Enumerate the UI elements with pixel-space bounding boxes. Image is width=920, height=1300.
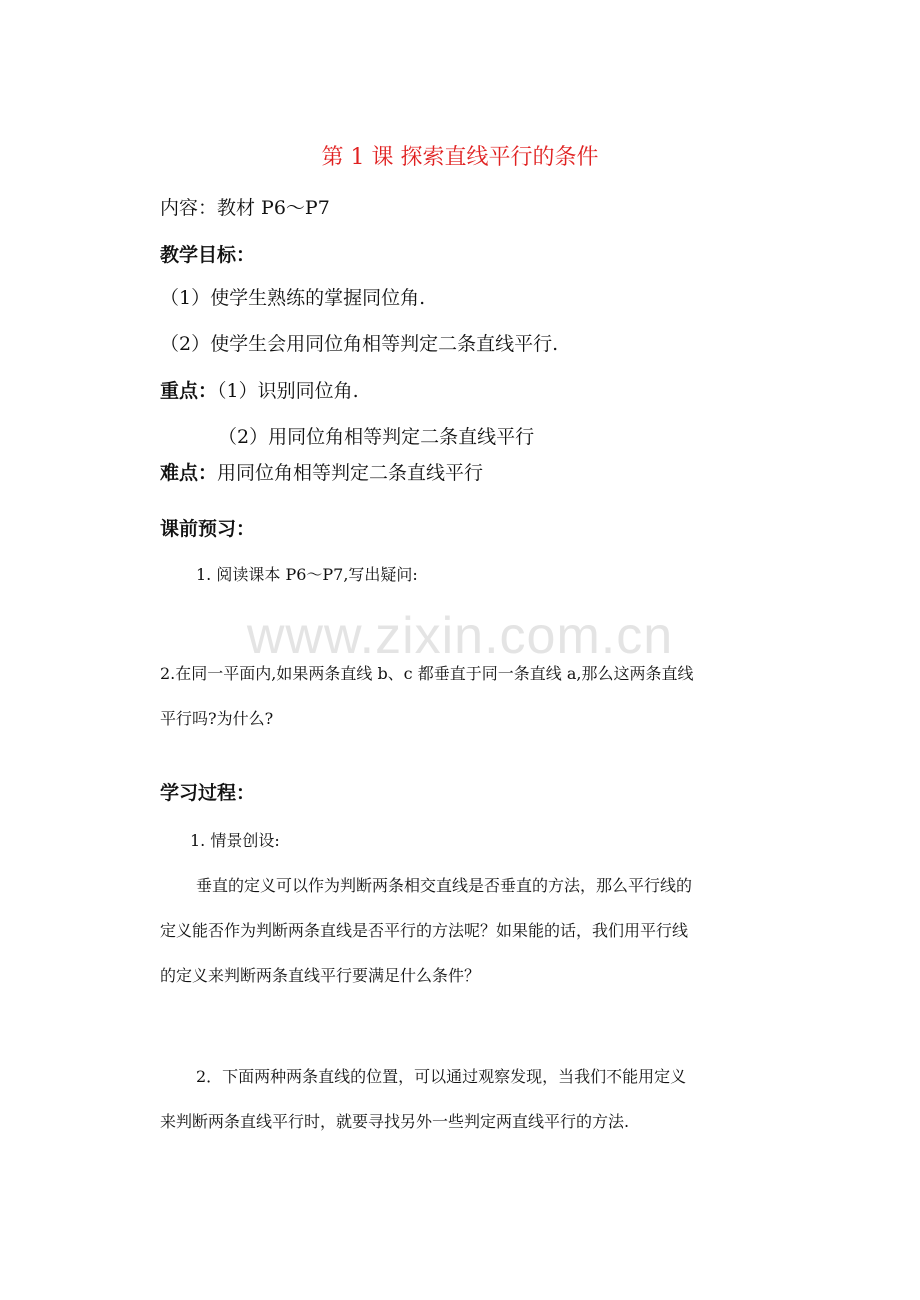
process-item-1: 1. 情景创设: [190, 831, 280, 850]
process-paragraph-1-line-2: 定义能否作为判断两条直线是否平行的方法呢？如果能的话，我们用平行线 [160, 921, 689, 940]
objective-item-1: （1）使学生熟练的掌握同位角. [160, 287, 426, 309]
key-points-label: 重点： [160, 380, 218, 402]
key-point-item-1: （1）识别同位角. [217, 380, 359, 402]
preview-heading: 课前预习： [160, 518, 256, 540]
preview-item-2-line-1: 2.在同一平面内,如果两条直线 b、c 都垂直于同一条直线 a,那么这两条直线 [160, 664, 694, 683]
lesson-title: 第 1 课 探索直线平行的条件 [321, 145, 599, 170]
objective-item-2: （2）使学生会用同位角相等判定二条直线平行. [160, 333, 559, 355]
process-paragraph-2-line-1: 2．下面两种两条直线的位置，可以通过观察发现，当我们不能用定义 [196, 1067, 687, 1086]
preview-item-1: 1. 阅读课本 P6～P7,写出疑问: [196, 565, 418, 584]
process-paragraph-1-line-3: 的定义来判断两条直线平行要满足什么条件？ [160, 966, 481, 985]
content-line: 内容：教材 P6～P7 [160, 197, 330, 219]
difficulty-row [160, 461, 483, 485]
watermark-logo: www.zixin.com.cn [246, 607, 674, 665]
process-heading: 学习过程： [160, 782, 256, 804]
preview-item-2-line-2: 平行吗?为什么? [160, 709, 274, 728]
process-paragraph-2-line-2: 来判断两条直线平行时，就要寻找另外一些判定两直线平行的方法. [160, 1112, 630, 1131]
key-points-row [160, 379, 359, 403]
difficulty-text: 用同位角相等判定二条直线平行 [217, 462, 484, 484]
key-point-item-2: （2）用同位角相等判定二条直线平行 [218, 426, 535, 448]
difficulty-label: 难点： [160, 462, 218, 484]
objectives-heading: 教学目标： [160, 244, 256, 266]
process-paragraph-1-line-1: 垂直的定义可以作为判断两条相交直线是否垂直的方法，那么平行线的 [196, 876, 693, 895]
